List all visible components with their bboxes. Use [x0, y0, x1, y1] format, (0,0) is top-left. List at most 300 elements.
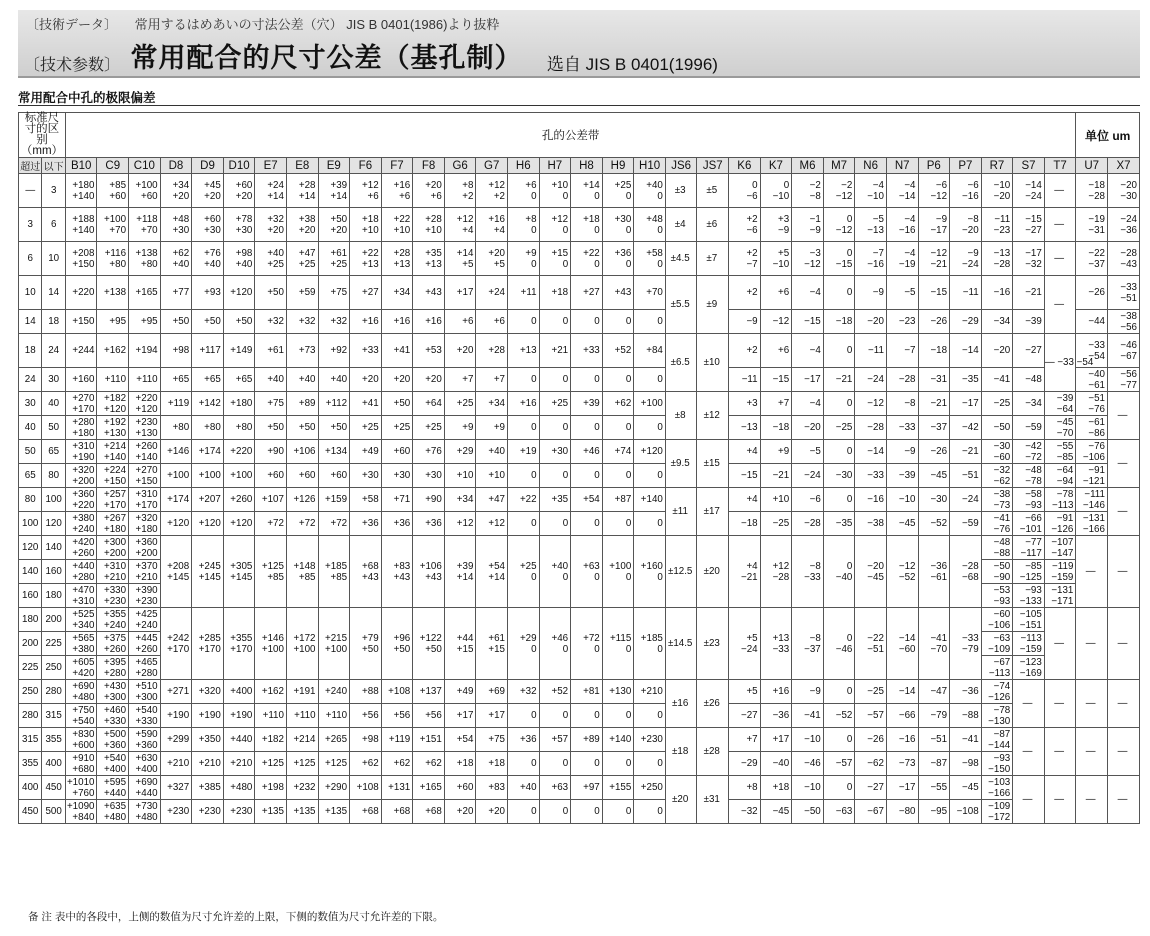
lower-deviation: −171 [1051, 595, 1074, 607]
upper-deviation: +185 [325, 560, 348, 572]
lower-deviation: −77 [1120, 379, 1137, 391]
table-row [19, 608, 1140, 632]
upper-deviation: +62 [393, 758, 411, 769]
upper-deviation: +7 [778, 398, 790, 409]
upper-deviation: +180 [72, 179, 95, 191]
upper-deviation: +215 [325, 632, 348, 644]
upper-deviation: +830 [72, 728, 95, 740]
tolerance-cell [792, 276, 824, 310]
tolerance-cell [760, 704, 792, 728]
tolerance-cell [255, 800, 287, 824]
tolerance-cell [350, 512, 382, 536]
tolerance-cell [602, 608, 634, 680]
tolerance-cell [634, 752, 666, 776]
grade-header: H9 [602, 158, 634, 174]
lower-deviation: −43 [1120, 258, 1137, 270]
tolerance-cell [350, 752, 382, 776]
tolerance-table [18, 112, 1140, 824]
upper-deviation: −57 [835, 758, 853, 769]
grade-header: K7 [760, 158, 792, 174]
tolerance-cell [1076, 368, 1108, 392]
upper-deviation: −33 [867, 470, 884, 481]
tolerance-cell [129, 392, 161, 416]
tolerance-cell [160, 276, 192, 310]
lower-deviation: +240 [103, 619, 127, 631]
upper-deviation: +110 [294, 710, 316, 721]
tolerance-cell [1013, 536, 1045, 560]
tolerance-cell [886, 536, 918, 608]
upper-deviation: 0 [594, 422, 600, 433]
upper-deviation: −25 [867, 686, 884, 697]
tolerance-cell [1044, 440, 1076, 464]
tolerance-cell [381, 310, 413, 334]
upper-deviation: −35 [962, 374, 979, 385]
tolerance-cell [760, 174, 792, 208]
tolerance-cell [1044, 512, 1076, 536]
upper-deviation: +190 [230, 710, 253, 721]
lower-deviation: +330 [135, 715, 158, 727]
tolerance-cell [792, 752, 824, 776]
tolerance-cell [129, 334, 161, 368]
upper-deviation: +12 [772, 560, 790, 572]
tolerance-cell [381, 276, 413, 310]
tolerance-cell [855, 392, 887, 416]
tolerance-value: — [1022, 698, 1033, 709]
upper-deviation: +25 [393, 422, 411, 433]
tolerance-cell [223, 368, 255, 392]
tolerance-cell [1044, 242, 1076, 276]
tolerance-cell [318, 488, 350, 512]
tolerance-cell [729, 416, 761, 440]
upper-deviation: −41 [962, 734, 979, 745]
tolerance-cell [65, 488, 97, 512]
upper-deviation: −4 [809, 287, 821, 298]
tolerance-cell [665, 334, 697, 392]
tolerance-cell [602, 310, 634, 334]
tolerance-cell [950, 334, 982, 368]
tolerance-cell [476, 488, 508, 512]
tolerance-cell [981, 392, 1013, 416]
tolerance-cell [223, 800, 255, 824]
lower-deviation: +330 [103, 715, 127, 727]
upper-deviation: −60 [993, 608, 1011, 620]
tolerance-cell [697, 608, 729, 680]
upper-deviation: +25 [551, 398, 569, 409]
upper-deviation: −17 [962, 398, 979, 409]
tolerance-cell [476, 416, 508, 440]
tolerance-cell [697, 680, 729, 728]
upper-deviation: +95 [141, 316, 158, 327]
lower-deviation: +30 [172, 224, 190, 236]
upper-deviation: −8 [809, 560, 821, 572]
upper-deviation: +370 [135, 560, 158, 572]
upper-deviation: −3 [809, 247, 821, 259]
tolerance-cell [318, 392, 350, 416]
tolerance-cell [1076, 728, 1108, 776]
tolerance-cell [823, 752, 855, 776]
upper-deviation: +320 [72, 464, 95, 476]
tolerance-cell [286, 512, 318, 536]
tolerance-cell [1044, 174, 1076, 208]
upper-deviation: −58 [1025, 488, 1042, 500]
size-upto: 14 [42, 276, 65, 310]
upper-deviation: −17 [1025, 247, 1042, 259]
upper-deviation: +14 [583, 179, 600, 191]
upper-deviation: −123 [1019, 656, 1042, 668]
tolerance-cell [1044, 536, 1076, 560]
upper-deviation: +125 [261, 560, 284, 572]
tolerance-cell [286, 464, 318, 488]
lower-deviation: −68 [962, 571, 979, 583]
tolerance-cell [444, 310, 476, 334]
upper-deviation: +48 [646, 213, 663, 225]
tolerance-cell [950, 208, 982, 242]
tolerance-cell [65, 776, 97, 800]
upper-deviation: +12 [456, 213, 474, 225]
tolerance-value: — [1054, 299, 1064, 310]
tolerance-value: — [1085, 698, 1096, 709]
lower-deviation: −101 [1019, 523, 1042, 535]
upper-deviation: +17 [488, 710, 505, 721]
upper-deviation: +106 [293, 446, 316, 457]
upper-deviation: +305 [230, 560, 253, 572]
upper-deviation: +207 [198, 494, 221, 505]
lower-deviation: +260 [135, 643, 158, 655]
upper-deviation: +60 [456, 782, 474, 793]
lower-deviation: +300 [135, 691, 158, 703]
size-upto: 18 [42, 310, 65, 334]
lower-deviation: −33 [772, 643, 790, 655]
upper-deviation: +210 [198, 758, 221, 769]
tolerance-cell [602, 728, 634, 752]
tolerance-value: — [1054, 219, 1064, 230]
upper-deviation: 0 [625, 518, 632, 529]
tolerance-cell [760, 276, 792, 310]
tolerance-cell [97, 464, 129, 488]
tolerance-cell [1044, 416, 1076, 440]
lower-deviation: −9 [809, 224, 821, 236]
tolerance-cell [886, 488, 918, 512]
grade-header: H6 [507, 158, 539, 174]
tolerance-cell [950, 416, 982, 440]
tolerance-cell [634, 680, 666, 704]
upper-deviation: −12 [772, 316, 790, 327]
tolerance-cell [571, 752, 603, 776]
upper-deviation: +20 [488, 806, 505, 817]
upper-deviation: +182 [261, 734, 284, 745]
tolerance-cell [634, 174, 666, 208]
tolerance-cell [381, 536, 413, 608]
upper-deviation: 0 [846, 686, 853, 697]
lower-deviation: +20 [330, 224, 348, 236]
tolerance-cell [129, 560, 161, 584]
tolerance-value: ±7 [706, 253, 718, 264]
size-over: 18 [19, 334, 42, 368]
upper-deviation: −23 [898, 316, 916, 327]
tolerance-cell [129, 656, 161, 680]
upper-deviation: +182 [103, 392, 127, 404]
upper-deviation: −32 [993, 464, 1011, 476]
tolerance-cell [160, 536, 192, 608]
tolerance-cell [318, 242, 350, 276]
tolerance-cell [981, 800, 1013, 824]
upper-deviation: −6 [935, 179, 948, 191]
tolerance-cell [760, 242, 792, 276]
upper-deviation: +69 [488, 686, 505, 697]
upper-deviation: +20 [488, 247, 505, 259]
lower-deviation: +840 [72, 811, 95, 823]
lower-deviation: +85 [267, 571, 284, 583]
upper-deviation: +30 [614, 213, 632, 225]
lower-deviation: −144 [988, 739, 1011, 751]
upper-deviation: −26 [1088, 287, 1105, 298]
tolerance-cell [507, 488, 539, 512]
lower-deviation: +130 [103, 427, 127, 439]
upper-deviation: −41 [804, 710, 821, 721]
upper-deviation: −24 [962, 494, 979, 505]
tolerance-cell [413, 392, 445, 416]
upper-deviation: +174 [167, 494, 190, 505]
upper-deviation: +120 [198, 518, 221, 529]
lower-deviation: −52 [898, 571, 916, 583]
size-over: 40 [19, 416, 42, 440]
tolerance-cell [65, 704, 97, 728]
tolerance-cell [729, 464, 761, 488]
table-row [19, 704, 1140, 728]
tolerance-cell [918, 800, 950, 824]
upper-deviation: −9 [935, 213, 948, 225]
lower-deviation: +10 [425, 224, 442, 236]
upper-deviation: −66 [898, 710, 916, 721]
tolerance-cell [1107, 208, 1139, 242]
tolerance-cell [792, 392, 824, 416]
lower-deviation: +100 [293, 643, 316, 655]
tolerance-cell [697, 174, 729, 208]
lower-deviation: +20 [298, 224, 316, 236]
tolerance-value: ±28 [703, 746, 720, 757]
lower-deviation: +280 [72, 571, 95, 583]
lower-deviation: −76 [993, 523, 1011, 535]
upper-deviation: −27 [867, 782, 884, 793]
upper-deviation: −4 [809, 345, 821, 356]
tolerance-cell [160, 208, 192, 242]
tolerance-cell [350, 208, 382, 242]
lower-deviation: 0 [531, 224, 537, 236]
grade-header: D9 [192, 158, 224, 174]
tolerance-cell [65, 440, 97, 464]
size-upto: 280 [42, 680, 65, 704]
tolerance-cell [318, 416, 350, 440]
tolerance-cell [223, 208, 255, 242]
lower-deviation: −61 [1088, 379, 1105, 391]
lower-deviation: −106 [1082, 451, 1105, 463]
upper-deviation: −5 [809, 446, 821, 457]
tolerance-cell [886, 276, 918, 310]
upper-deviation: −8 [809, 632, 821, 644]
upper-deviation: +470 [72, 584, 95, 596]
upper-deviation: −41 [930, 632, 948, 644]
tolerance-cell [318, 728, 350, 752]
upper-deviation: −33 [1088, 339, 1105, 351]
grade-header: X7 [1107, 158, 1139, 174]
upper-deviation: +151 [419, 734, 442, 745]
tolerance-cell [192, 334, 224, 368]
tolerance-cell [160, 310, 192, 334]
tolerance-cell [413, 608, 445, 680]
upper-deviation: 0 [657, 316, 663, 327]
tolerance-cell [65, 584, 97, 608]
tolerance-cell [539, 608, 571, 680]
tolerance-cell [981, 440, 1013, 464]
tolerance-cell [918, 242, 950, 276]
lower-deviation: −94 [1056, 475, 1074, 487]
tolerance-value: ±12 [703, 410, 720, 421]
tolerance-cell [413, 440, 445, 464]
upper-deviation: +12 [456, 518, 474, 529]
upper-deviation: +465 [135, 656, 158, 668]
upper-deviation: +285 [198, 632, 221, 644]
tolerance-cell [97, 800, 129, 824]
upper-deviation: +2 [746, 247, 758, 259]
lower-deviation: +120 [103, 403, 127, 415]
upper-deviation: −22 [1088, 247, 1105, 259]
upper-deviation: +135 [261, 806, 284, 817]
tolerance-value: — [1054, 746, 1064, 757]
table-header-row-1 [19, 113, 1140, 158]
upper-deviation: +190 [198, 710, 221, 721]
tolerance-cell [539, 800, 571, 824]
upper-deviation: −64 [1056, 464, 1074, 476]
lower-deviation: +25 [330, 258, 348, 270]
upper-deviation: +299 [167, 734, 190, 745]
tolerance-value: — [1054, 638, 1064, 649]
upper-deviation: +12 [551, 213, 569, 225]
tolerance-cell [444, 728, 476, 752]
tolerance-cell [981, 512, 1013, 536]
upper-deviation: +50 [330, 422, 348, 433]
upper-deviation: +190 [167, 710, 190, 721]
tolerance-cell [507, 208, 539, 242]
lower-deviation: −93 [1025, 499, 1042, 511]
tolerance-cell [602, 464, 634, 488]
size-upto: 40 [42, 392, 65, 416]
upper-deviation: +60 [330, 470, 348, 481]
upper-deviation: +22 [362, 247, 379, 259]
table-row [19, 440, 1140, 464]
upper-deviation: +130 [609, 686, 632, 697]
upper-deviation: 0 [657, 470, 663, 481]
upper-deviation: +57 [551, 734, 569, 745]
upper-deviation: 0 [531, 470, 537, 481]
upper-deviation: −46 [1120, 339, 1137, 351]
upper-deviation: −4 [809, 398, 821, 409]
table-row [19, 276, 1140, 310]
tolerance-cell [855, 208, 887, 242]
lower-deviation: +4 [462, 224, 474, 236]
tolerance-value: — [1085, 566, 1096, 577]
tolerance-cell [602, 680, 634, 704]
upper-deviation: −15 [930, 287, 948, 298]
upper-deviation: −44 [1088, 316, 1105, 327]
upper-deviation: +16 [362, 316, 379, 327]
lower-deviation: +6 [399, 190, 411, 202]
lower-deviation: −70 [1056, 427, 1074, 439]
upper-deviation: +50 [330, 213, 348, 225]
upper-deviation: +76 [425, 446, 442, 457]
upper-deviation: +690 [135, 776, 158, 788]
tolerance-cell [950, 752, 982, 776]
upper-deviation: +110 [325, 710, 348, 721]
grade-header: T7 [1044, 158, 1076, 174]
tolerance-cell [571, 488, 603, 512]
tolerance-cell [823, 728, 855, 752]
upper-deviation: +7 [493, 374, 505, 385]
upper-deviation: +6 [525, 179, 537, 191]
upper-deviation: −87 [993, 728, 1011, 740]
lower-deviation: 0 [594, 571, 600, 583]
tolerance-cell [350, 800, 382, 824]
lower-deviation: −125 [1019, 571, 1042, 583]
grade-header: H7 [539, 158, 571, 174]
upper-deviation: +18 [583, 213, 600, 225]
tolerance-cell [665, 608, 697, 680]
lower-deviation: −67 [1120, 350, 1137, 362]
tolerance-cell [792, 334, 824, 368]
lower-deviation: +440 [135, 787, 158, 799]
upper-deviation: +68 [362, 560, 379, 572]
tolerance-cell [571, 334, 603, 368]
lower-deviation: +40 [172, 258, 190, 270]
tolerance-cell [1076, 416, 1108, 440]
tolerance-cell [192, 242, 224, 276]
tolerance-cell [855, 310, 887, 334]
upper-deviation: +208 [167, 560, 190, 572]
lower-deviation: −32 [1025, 258, 1042, 270]
tolerance-cell [444, 752, 476, 776]
tolerance-cell [381, 174, 413, 208]
tolerance-cell [760, 728, 792, 752]
tolerance-cell [823, 464, 855, 488]
tolerance-cell [129, 464, 161, 488]
lower-deviation: 0 [657, 571, 663, 583]
upper-deviation: +100 [609, 560, 632, 572]
tolerance-cell [65, 752, 97, 776]
upper-deviation: +52 [551, 686, 569, 697]
tolerance-cell [950, 368, 982, 392]
lower-deviation: −37 [1088, 258, 1105, 270]
grade-header: B10 [65, 158, 97, 174]
lower-deviation: +360 [135, 739, 158, 751]
upper-deviation: +87 [614, 494, 632, 505]
upper-deviation: −16 [867, 494, 884, 505]
lower-deviation: −12 [804, 258, 821, 270]
upper-deviation: +135 [293, 806, 316, 817]
tolerance-cell [792, 368, 824, 392]
lower-deviation: −56 [1120, 321, 1137, 333]
upper-deviation: −4 [904, 179, 916, 191]
size-over: 50 [19, 440, 42, 464]
upper-deviation: +3 [746, 398, 758, 409]
tolerance-cell [539, 368, 571, 392]
lower-deviation: +170 [198, 643, 221, 655]
lower-deviation: −113 [1052, 499, 1074, 511]
tolerance-value: ±17 [703, 506, 720, 517]
upper-deviation: +75 [488, 734, 505, 745]
lower-deviation: −6 [746, 190, 758, 202]
upper-deviation: +270 [135, 464, 158, 476]
tolerance-cell [350, 310, 382, 334]
tolerance-value: ±10 [703, 357, 720, 368]
